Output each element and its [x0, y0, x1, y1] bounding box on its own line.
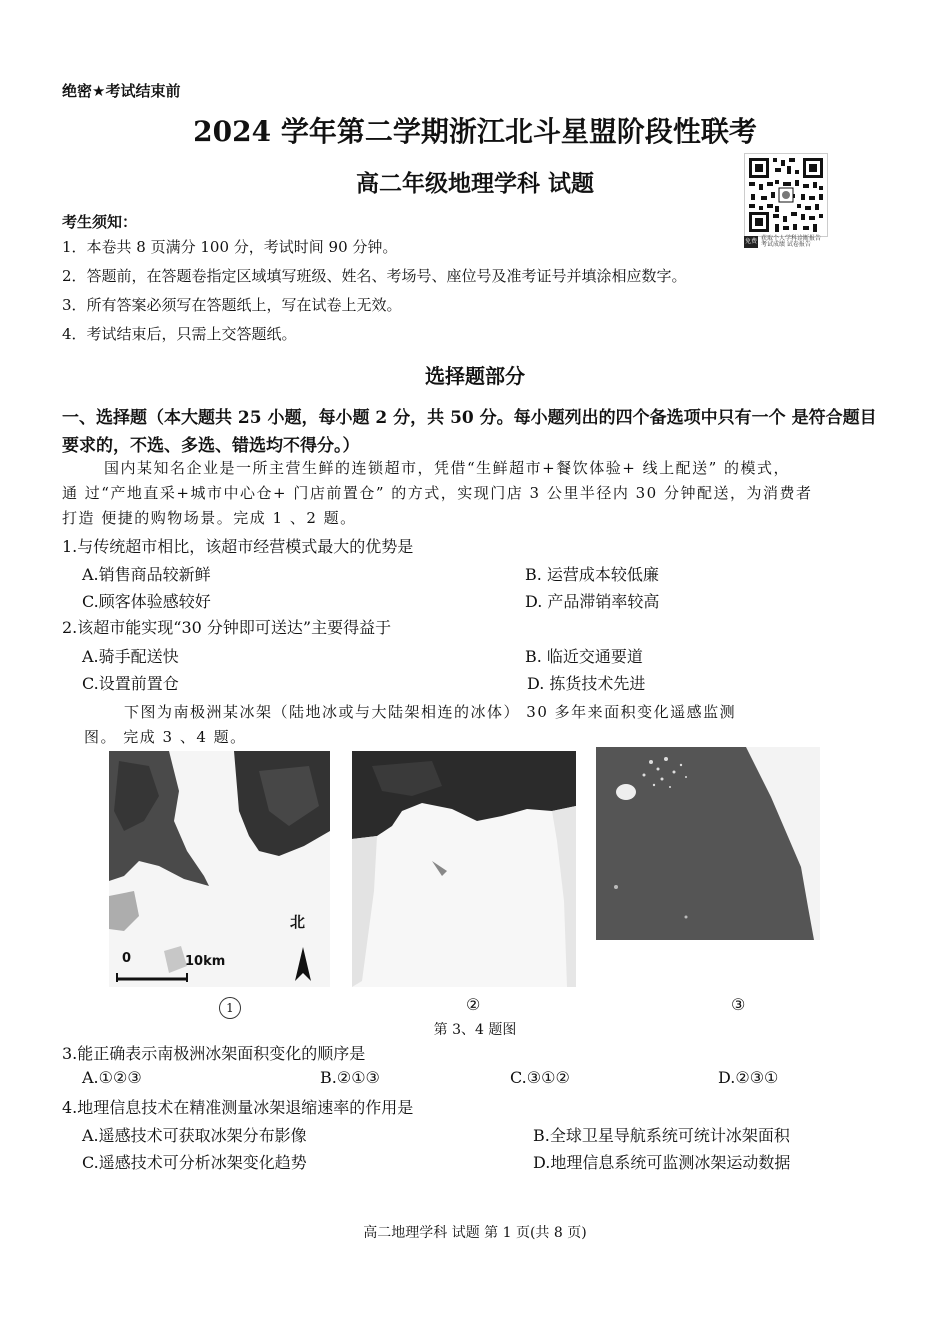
notice-item-3: 3．所有答案必须写在答题纸上，写在试卷上无效。	[62, 296, 402, 314]
passage1-line1: 国内某知名企业是一所主营生鲜的连锁超市，凭借“生鲜超市+餐饮体验+ 线上配送” 的模式，	[104, 459, 791, 477]
figure-label-1: 1	[219, 997, 241, 1019]
ice-shelf-map-1	[109, 751, 330, 987]
qr-caption-line2: 考试成绩 试卷报告	[761, 241, 811, 248]
question-3-option-d[interactable]: D.②③①	[718, 1068, 779, 1087]
part-heading: 一、选择题（本大题共 25 小题，每小题 2 分，共 50 分。每小题列出的四个备选项中只有一个 是符合题目要求的，不选、多选、错选均不得分。）	[62, 408, 877, 456]
north-label: 北	[290, 913, 306, 931]
qr-badge: 免费	[744, 236, 758, 248]
exam-subtitle: 高二年级地理学科 试题	[355, 170, 594, 197]
question-4-option-a[interactable]: A.遥感技术可获取冰架分布影像	[82, 1126, 307, 1145]
question-3-stem: 3.能正确表示南极洲冰架面积变化的顺序是	[62, 1044, 366, 1063]
notice-item-4: 4．考试结束后，只需上交答题纸。	[62, 325, 297, 343]
notice-item-2: 2．答题前，在答题卷指定区域填写班级、姓名、考场号、座位号及准考证号并填涂相应数字。	[62, 267, 687, 285]
question-4-option-c[interactable]: C.遥感技术可分析冰架变化趋势	[82, 1153, 307, 1172]
question-2-option-c[interactable]: C.设置前置仓	[82, 674, 179, 693]
question-3-option-a[interactable]: A.①②③	[82, 1068, 142, 1087]
section-title: 选择题部分	[425, 364, 525, 388]
scale-zero: 0	[122, 951, 132, 966]
passage2-line1: 下图为南极洲某冰架（陆地冰或与大陆架相连的冰体） 30 多年来面积变化遥感监测	[124, 703, 737, 721]
question-1-option-b[interactable]: B. 运营成本较低廉	[525, 565, 659, 584]
question-4-option-b[interactable]: B.全球卫星导航系统可统计冰架面积	[533, 1126, 790, 1145]
exam-title: 2024 学年第二学期浙江北斗星盟阶段性联考	[193, 115, 757, 148]
figure-label-3: ③	[731, 995, 746, 1014]
question-4-option-d[interactable]: D.地理信息系统可监测冰架运动数据	[533, 1153, 791, 1172]
question-3-option-b[interactable]: B.②①③	[320, 1068, 380, 1087]
notice-heading: 考生须知：	[62, 213, 138, 231]
qr-caption	[744, 236, 844, 248]
figure-caption: 第 3、4 题图	[433, 1022, 517, 1038]
ice-shelf-map-2	[352, 751, 576, 987]
question-1-option-c[interactable]: C.顾客体验感较好	[82, 592, 211, 611]
passage2-line2: 图。 完成 3 、4 题。	[84, 728, 247, 746]
qr-caption-line1: 获取个人学科诊断报告	[761, 235, 822, 242]
ice-shelf-map-3	[596, 747, 820, 940]
confidential-label: 绝密★考试结束前	[62, 82, 181, 100]
passage1-line3: 打造 便捷的购物场景。完成 1 、2 题。	[62, 509, 357, 527]
question-1-option-d[interactable]: D. 产品滞销率较高	[525, 592, 660, 611]
question-2-stem: 2.该超市能实现“30 分钟即可送达”主要得益于	[62, 618, 392, 637]
notice-item-1: 1．本卷共 8 页满分 100 分，考试时间 90 分钟。	[62, 238, 398, 256]
passage1-line2: 通 过“产地直采+城市中心仓+ 门店前置仓” 的方式，实现门店 3 公里半径内 30 分钟配送，为消费者	[62, 484, 813, 502]
question-2-option-a[interactable]: A.骑手配送快	[82, 647, 179, 666]
figure-label-2: ②	[466, 995, 481, 1014]
question-2-option-d[interactable]: D. 拣货技术先进	[527, 674, 646, 693]
question-3-option-c[interactable]: C.③①②	[510, 1068, 570, 1087]
question-1-stem: 1.与传统超市相比，该超市经营模式最大的优势是	[62, 537, 414, 556]
qr-code-icon[interactable]	[744, 153, 828, 237]
question-2-option-b[interactable]: B. 临近交通要道	[525, 647, 643, 666]
page-footer: 高二地理学科 试题 第 1 页(共 8 页)	[363, 1225, 587, 1241]
question-4-stem: 4.地理信息技术在精准测量冰架退缩速率的作用是	[62, 1098, 414, 1117]
scale-label: 10km	[185, 954, 226, 969]
question-1-option-a[interactable]: A.销售商品较新鲜	[82, 565, 211, 584]
